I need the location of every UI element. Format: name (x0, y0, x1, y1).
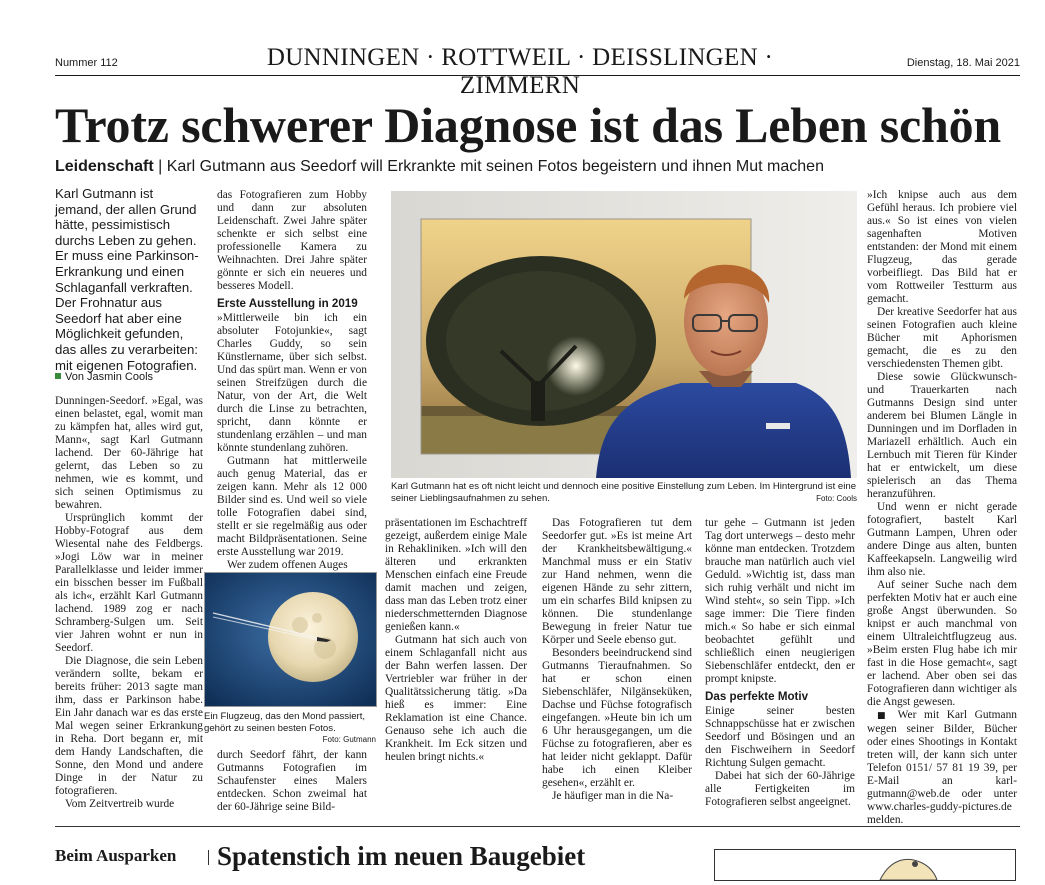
byline-marker-icon (55, 373, 61, 379)
teaser-headline-left: Beim Ausparken (55, 846, 177, 865)
paragraph: durch Seedorf fährt, der kann Gutmanns Fotografien im Schaufenster eines Malers entdecken. Schon zweimal hat der 60-Jährige seine Bild- (217, 749, 367, 813)
subheading: Das perfekte Motiv (705, 690, 809, 703)
paragraph: Einige seiner besten Schnappschüsse hat er zwischen Seedorf und Bösingen und an den Fischweihern in Seedorf Richtung Sulgen gemacht. (705, 705, 855, 769)
column-5 (705, 517, 855, 809)
moon-caption-text: Ein Flugzeug, das den Mond passiert, gehört zu seinen besten Fotos. (204, 711, 366, 734)
paragraph: Dunningen-Seedorf. »Egal, was einen belastet, egal, womit man zu kämpfen hat, alles wird gut, Mann«, sagt Karl Gutmann lachend. Der 60-Jährige hat gelernt, das Leben so zu nehmen, wie es kommt, und sich seinen Optimismus zu bewahren. (55, 395, 203, 511)
moon-airplane-photo (204, 572, 377, 707)
teaser-headline-main: Spatenstich im neuen Baugebiet (217, 841, 586, 871)
contact-text: Wer mit Karl Gutmann wegen seiner Bilder, Bücher oder eines Shootings in Kontakt treten will, der kann sich unter Telefon 0151/ 57 81 19 39, per E-Mail an karl-gutmann@web.de oder unter www.charles-guddy-pictures.de melden. (867, 709, 1017, 826)
square-bullet-icon: ■ (877, 711, 891, 721)
issue-date: Dienstag, 18. Mai 2021 (906, 57, 1020, 69)
paragraph: Auf seiner Suche nach dem perfekten Motiv hat er auch eine große Angst überwunden. So knipst er auch manchmal von einem Ultraleichtflugzeug aus. »Beim ersten Flug habe ich mir fast in die Hose gemacht«, sagt er lachend. Aber oben sei das Fotografieren dann wichtiger als die Angst gewesen. (867, 579, 1017, 708)
column-6 (867, 189, 1017, 827)
moon-photo-caption (204, 711, 376, 746)
paragraph: Dabei hat sich der 60-Jährige alle Fertigkeiten im Fotografieren selbst angeeignet. (705, 770, 855, 808)
kicker: Leidenschaft (55, 158, 154, 175)
paragraph: Je häufiger man in die Na- (552, 790, 674, 802)
main-photo-caption (391, 481, 857, 504)
portrait-with-tree-photo (391, 191, 857, 478)
paragraph: Besonders beeindruckend sind Gutmanns Tieraufnahmen. So hat er schon einen Siebenschläfer, Nilgänseküken, Dachse und Füchse fotografisch eingefangen. »Heute bin ich um 6 Uhr herausgegangen, um die Füchse zu fotografieren, aber es hat leider nicht geklappt. Dafür habe ich einen Kleiber gesehen«, erzählt er. (542, 647, 692, 789)
ad-illustration-icon (715, 850, 1015, 880)
column-1 (55, 395, 203, 811)
paragraph: Und wenn er nicht gerade fotografiert, bastelt Karl Gutmann Lampen, Uhren oder andere Dinge aus alten, bunten Kaffeekapseln. Langweilig wird ihm also nie. (867, 501, 1017, 578)
main-photo-credit: Foto: Cools (816, 493, 857, 503)
column-2 (217, 189, 367, 572)
masthead-locations: DUNNINGEN · ROTTWEIL · DEISSLINGEN · ZIMMERN (266, 44, 774, 99)
article-headline: Trotz schwerer Diagnose ist das Leben schön (55, 97, 1002, 153)
moon-photo-credit: Foto: Gutmann (322, 735, 376, 744)
byline (55, 371, 153, 383)
paragraph: Die Diagnose, die sein Leben verändern sollte, bekam er bereits früher: 2013 sagte man ihm, dass er Parkinson habe. Ein Jahr danach war es das erste Mal wegen seiner Erkrankung in Reha. Dort begann er, mit dem Handy Landschaften, die Sonne, den Mond und andere Dinge in der Natur zu fotografieren. (55, 655, 203, 797)
main-caption-text: Karl Gutmann hat es oft nicht leicht und dennoch eine positive Einstellung zum Leben. Im Hintergrund ist eine seiner Lieblingsaufnahmen zu sehen. (391, 481, 857, 504)
column-3 (385, 517, 527, 764)
paragraph: präsentationen im Eschachtreff gezeigt, außerdem einige Male in Rehakliniken. »Ich will den älteren und erkrankten Menschen einfach eine Freude damit machen und zeigen, dass man das Leben trotz einer niederschmetternden Diagnose genießen kann.« (385, 517, 527, 633)
paragraph: »Ich knipse auch aus dem Gefühl heraus. Ich probiere viel aus.« So ist eines von vielen sagenhaften Motiven entstanden: der Mond mit einem Flugzeug, das gerade vorbeifliegt. Das Bild hat er vom Rottweiler Testturm aus gemacht. (867, 189, 1017, 305)
subheading: Erste Ausstellung in 2019 (217, 297, 358, 310)
column-4 (542, 517, 692, 803)
paragraph: Ursprünglich kommt der Hobby-Fotograf aus dem Wiesental nahe des Feldbergs. »Jogi Löw war in meiner Parallelklasse und leider immer ein bisschen besser im Fußball als ich«, erzählt Karl Gutmann lachend. 1989 zog er nach Schramberg-Sulgen um. Seit vier Jahren wohnt er nun in Seedorf. (55, 512, 203, 654)
paragraph (867, 709, 1017, 827)
paragraph: Der kreative Seedorfer hat aus seinen Fotografien auch kleine Bücher mit Aphorismen gemacht, die es zu den verschiedensten Themen gibt. (867, 306, 1017, 370)
moon-photo-image (205, 573, 376, 706)
paragraph: Gutmann hat mittlerweile auch genug Material, das er zeigen kann. Mehr als 12 000 Bilder sind es. Und weil so viele tolle Fotografien dabei sind, stellt er sie regelmäßig aus oder macht Bildpräsentationen. Seine erste Ausstellung war 2019. (217, 455, 367, 558)
paragraph: Vom Zeitvertreib wurde (65, 798, 175, 810)
issue-number: Nummer 112 (55, 57, 118, 69)
paragraph: Gutmann hat sich auch von einem Schlaganfall nicht aus der Bahn werfen lassen. Der Vertriebler war früher in der Qualitätssicherung tätig. »Da hieß es immer: Eine Reklamation ist eine Chance. Genauso sehe ich auch die Krankheit. Im Eck sitzen und heulen bringt nichts.« (385, 634, 527, 763)
paragraph: das Fotografieren zum Hobby und dann zur absoluten Leidenschaft. Zwei Jahre später schenkte er sich selbst eine professionelle Kamera zu Weihnachten. Drei Jahre später gönnte er sich ein neueres und besseres Modell. (217, 189, 367, 292)
masthead-rule (55, 75, 1020, 76)
paragraph: »Mittlerweile bin ich ein absoluter Fotojunkie«, sagt Charles Guddy, so sein Künstlername, über sich selbst. Und das spürt man. Wenn er von seinen Streifzügen durch die Natur, von der Art, die Welt durch die Linse zu betrachten, spricht, dann könnte er stundenlang erzählen – und man könnte stundenlang zuhören. (217, 312, 367, 454)
paragraph: Das Fotografieren tut dem Seedorfer gut. »Es ist meine Art der Krankheitsbewältigung.« Manchmal muss er ein Stativ zur Hand nehmen, wenn die eigenen Hände zu sehr zittern, um ein scharfes Bild knipsen zu können. Die stundenlange Bewegung in freier Natur tue Körper und Seele ebenso gut. (542, 517, 692, 646)
column-divider (208, 850, 209, 865)
bottom-rule (55, 826, 1020, 827)
article-subheadline: Leidenschaft | Karl Gutmann aus Seedorf will Erkrankte mit seinen Fotos begeistern und ihnen Mut machen (55, 158, 824, 175)
paragraph: Diese sowie Glückwunsch- und Trauerkarten nach Gutmanns Design sind unter anderem bei Blumen Längle in Dunningen und im Dorfladen in Mariazell erhältlich. Auch ein Lernbuch mit Tieren für Kinder hat er entwickelt, um diese spielerisch an das Thema heranzuführen. (867, 371, 1017, 500)
paragraph: tur gehe – Gutmann ist jeden Tag dort unterwegs – desto mehr könne man entdecken. Trotzdem brauche man natürlich auch viel Geduld. »Wichtig ist, dass man sich ruhig verhält und nicht im Wind steht«, so sein Tipp. »Ich sage immer: Die Tiere finden mich.« So habe er sich einmal beobachtet gefühlt und schließlich einen neugierigen Siebenschläfer entdeckt, den er prompt knipste. (705, 517, 855, 685)
main-photo (391, 191, 857, 478)
paragraph: Wer zudem offenen Auges (227, 559, 348, 571)
advertisement-box (714, 849, 1016, 881)
column-2-bottom (217, 749, 367, 814)
subheadline-text: Karl Gutmann aus Seedorf will Erkrankte mit seinen Fotos begeistern und ihnen Mut machen (166, 158, 824, 175)
article-intro: Karl Gutmann ist jemand, der allen Grund hätte, pessimistisch durchs Leben zu gehen. Er muss eine Parkinson-Erkrankung und einen Schlaganfall verkraften. Der Frohnatur aus Seedorf hat aber eine Möglichkeit gefunden, das alles zu verarbeiten: mit eigenen Fotografien. (55, 186, 199, 373)
byline-text: Von Jasmin Cools (65, 371, 154, 383)
